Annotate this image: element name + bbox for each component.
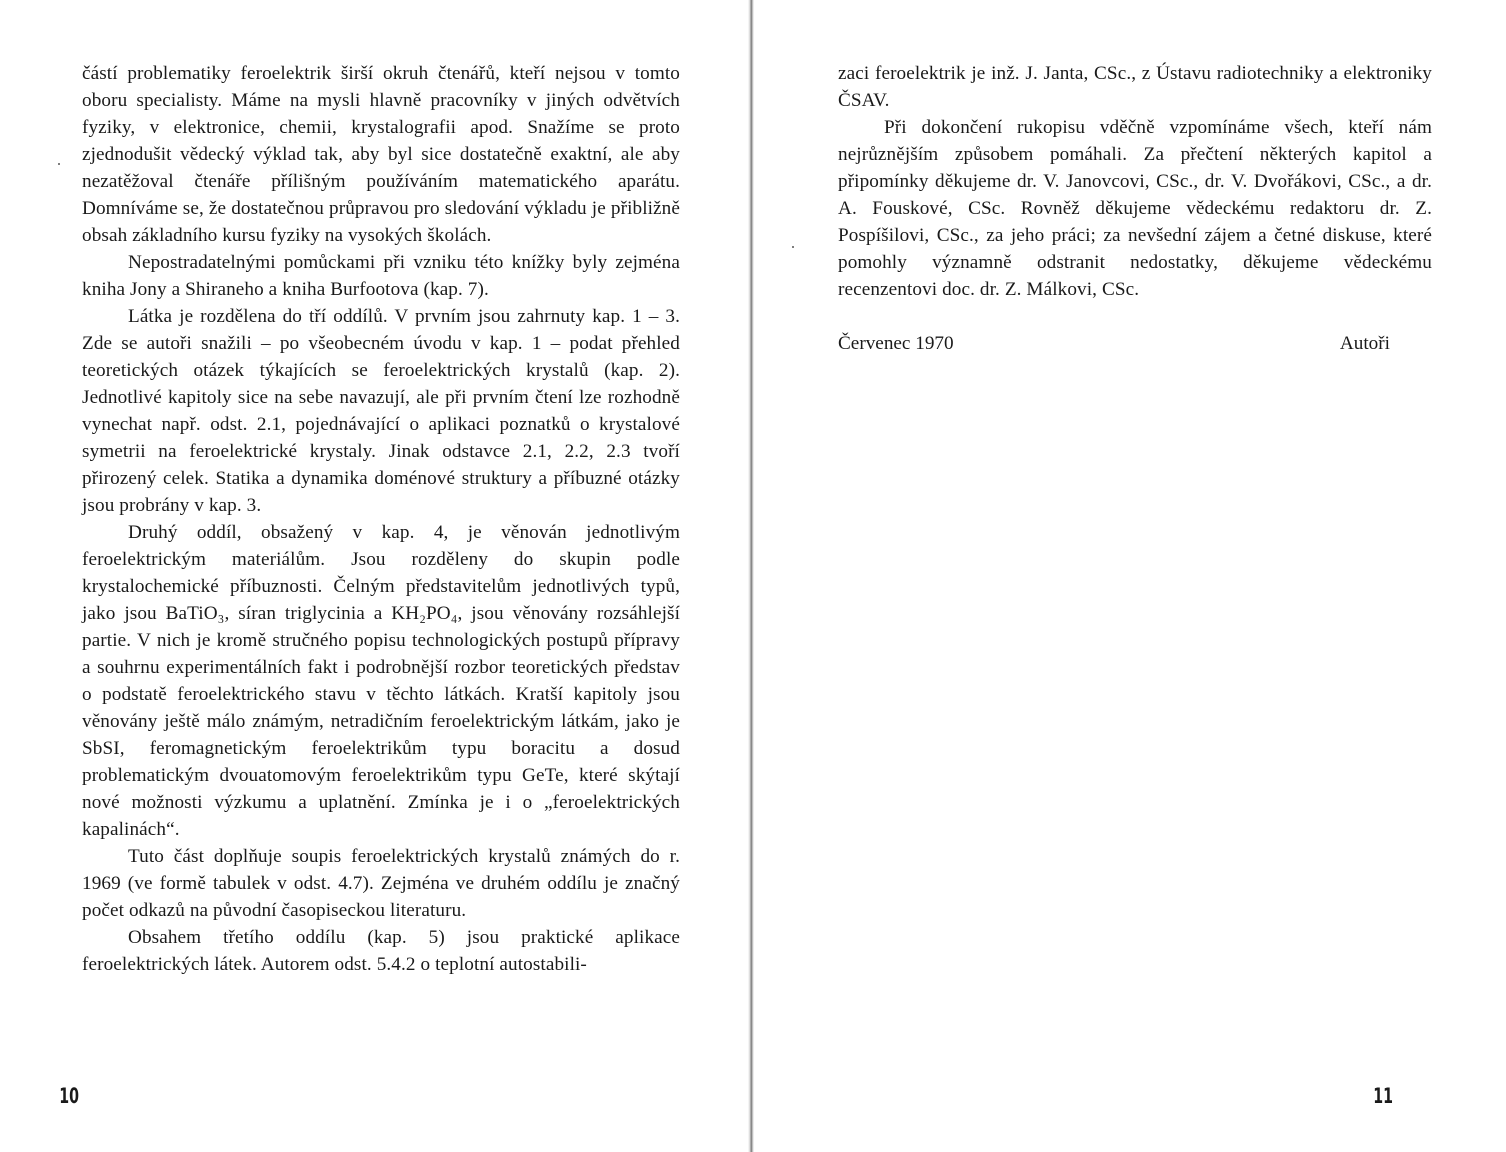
book-gutter <box>748 0 754 1152</box>
print-speck <box>58 163 60 165</box>
page-number: 11 <box>1373 1084 1394 1108</box>
print-speck <box>792 246 794 248</box>
paragraph: Nepostradatelnými pomůckami při vzniku této knížky byly zejména kniha Jony a Shiraneho a kniha Burfootova (kap. 7). <box>82 252 680 300</box>
paragraph: zaci feroelektrik je inž. J. Janta, CSc., z Ústavu radiotechniky a elektroniky ČSAV. <box>838 63 1432 111</box>
left-page-text <box>82 60 680 978</box>
paragraph: Při dokončení rukopisu vděčně vzpomínáme všech, kteří nám nejrůznějším způsobem pomáhali. Za přečtení některých kapitol a připomínky děkujeme dr. V. Janovcovi, CSc., dr. V. Dvořákovi, CSc., a dr. A. Fouskové, CSc. Rovněž děkujeme vědeckému redaktoru dr. Z. Pospíšilovi, CSc., za jeho práci; za nevšední zájem a četné diskuse, které pomohly významně odstranit nedostatky, děkujeme vědeckému recenzentovi doc. dr. Z. Málkovi, CSc. <box>838 117 1432 300</box>
paragraph: Obsahem třetího oddílu (kap. 5) jsou praktické aplikace feroelektrických látek. Autorem odst. 5.4.2 o teplotní autostabili- <box>82 927 680 975</box>
paragraph: Látka je rozdělena do tří oddílů. V prvním jsou zahrnuty kap. 1 – 3. Zde se autoři snažili – po všeobecném úvodu v kap. 1 – podat přehled teoretických otázek týkajících se feroelektrických krystalů (kap. 2). Jednotlivé kapitoly sice na sebe navazují, ale při prvním čtení lze rozhodně vynechat např. odst. 2.1, pojednávající o aplikaci poznatků o krystalové symetrii na feroelektrické krystaly. Jinak odstavce 2.1, 2.2, 2.3 tvoří přirozený celek. Statika a dynamika doménové struktury a příbuzné otázky jsou probrány v kap. 3. <box>82 306 680 516</box>
right-page-text <box>838 60 1432 303</box>
authors-signature: Autoři <box>1339 333 1390 354</box>
paragraph: částí problematiky feroelektrik širší okruh čtenářů, kteří nejsou v tomto oboru specialisty. Máme na mysli hlavně pracovníky v jiných odvětvích fyziky, v elektronice, chemii, krystalografii apod. Snažíme se proto zjednodušit vědecký výklad tak, aby byl sice dostatečně exaktní, ale aby nezatěžoval čtenáře přílišným používáním matematického aparátu. Domníváme se, že dostatečnou průpravou pro sledování výkladu je přibližně obsah základního kursu fyziky na vysokých školách. <box>82 63 680 246</box>
paragraph: Druhý oddíl, obsažený v kap. 4, je věnován jednotlivým feroelektrickým materiálům. Jsou rozděleny do skupin podle krystalochemické příbuznosti. Čelným představitelům jednotlivých typů, jako jsou BaTiO₃, síran triglycinia a KH₂PO₄, jsou věnovány rozsáhlejší partie. V nich je kromě stručného popisu technologických postupů přípravy a souhrnu experimentálních fakt i podrobnější rozbor teoretických představ o podstatě feroelektrického stavu v těchto látkách. Kratší kapitoly jsou věnovány ještě málo známým, netradičním feroelektrickým látkám, jako je SbSI, feromagnetickým feroelektrikům typu boracitu a dosud problematickým dvouatomovým feroelektrikům typu GeTe, které skýtají nové možnosti výzkumu a uplatnění. Zmínka je i o „feroelektrických kapalinách“. <box>82 522 680 840</box>
paragraph: Tuto část doplňuje soupis feroelektrických krystalů známých do r. 1969 (ve formě tabulek v odst. 4.7). Zejména ve druhém oddílu je značný počet odkazů na původní časopiseckou literaturu. <box>82 846 680 921</box>
page-number: 10 <box>59 1084 80 1108</box>
date: Červenec 1970 <box>838 333 954 354</box>
